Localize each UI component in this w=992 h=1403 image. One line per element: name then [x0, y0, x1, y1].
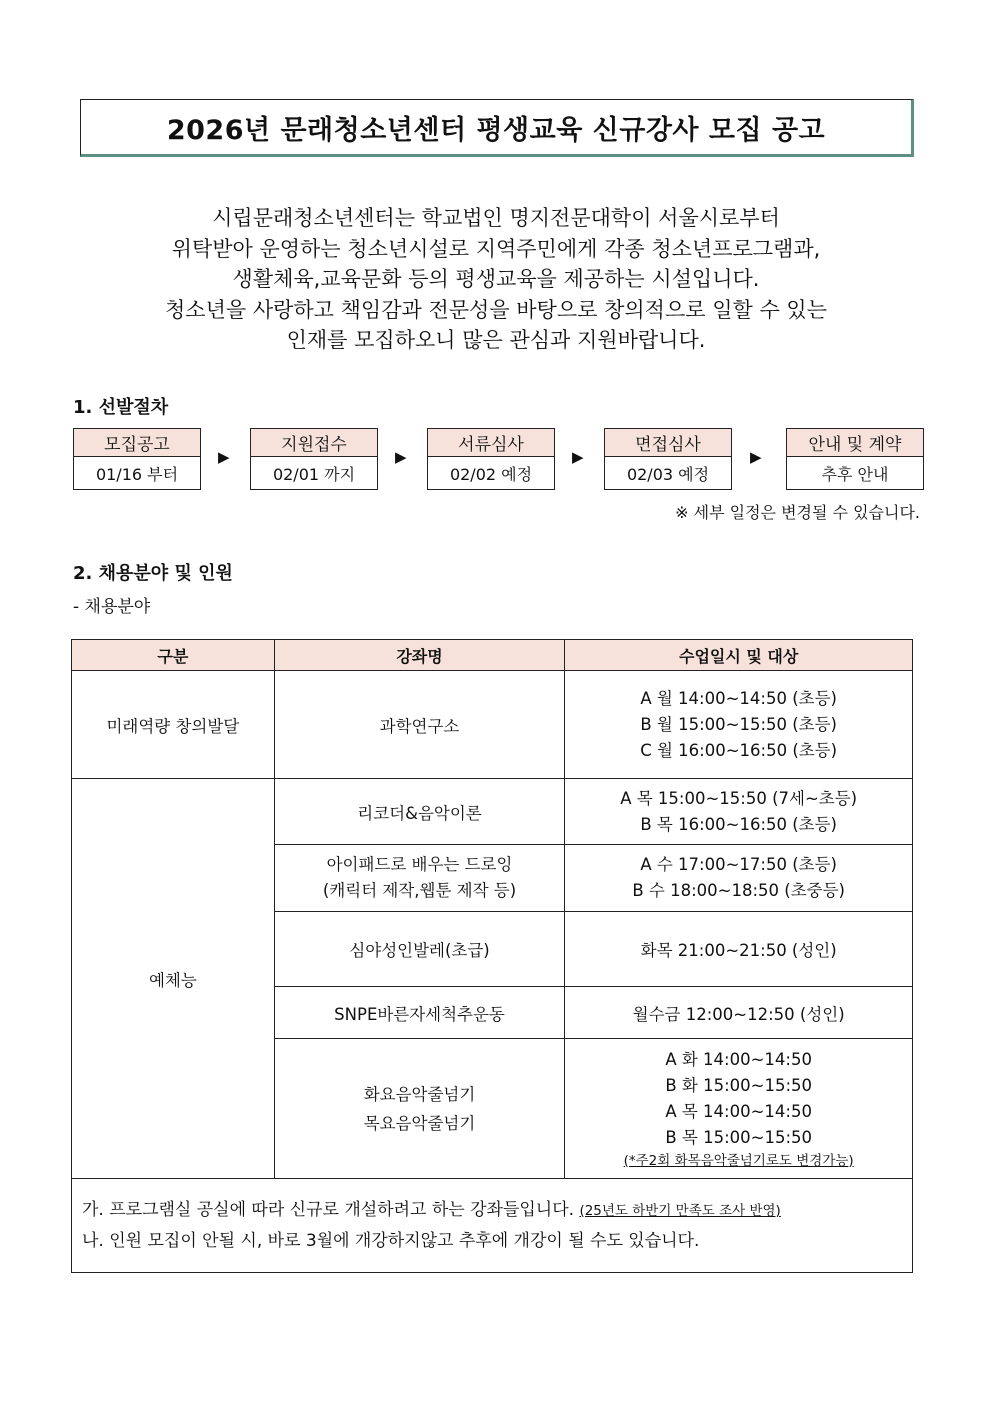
table-row — [72, 779, 913, 845]
schedule-line: B 목 16:00~16:50 (초등) — [640, 814, 837, 834]
schedule-note: ※ 세부 일정은 변경될 수 있습니다. — [675, 503, 920, 522]
footnote-line — [82, 1195, 902, 1226]
intro-paragraph — [60, 203, 932, 356]
schedule-cell: 화목 21:00~21:50 (성인) — [565, 912, 913, 987]
section2-heading: 2. 채용분야 및 인원 — [73, 563, 233, 584]
category-cell: 예체능 — [72, 779, 275, 1179]
header-schedule: 수업일시 및 대상 — [565, 640, 913, 671]
schedule-cell — [565, 845, 913, 912]
course-cell: 리코더&음악이론 — [274, 779, 565, 845]
step-title: 서류심사 — [428, 429, 554, 457]
category-cell: 미래역량 창의발달 — [72, 671, 275, 779]
step-title: 안내 및 계약 — [787, 429, 923, 457]
step-title: 모집공고 — [74, 429, 200, 457]
schedule-line: A 목 15:00~15:50 (7세~초등) — [620, 788, 858, 808]
arrow-right-icon: ▶ — [572, 448, 584, 466]
arrow-right-icon: ▶ — [750, 448, 762, 466]
step-date: 추후 안내 — [821, 464, 889, 484]
schedule-cell: 월수금 12:00~12:50 (성인) — [565, 987, 913, 1039]
page-title — [80, 99, 914, 157]
schedule-line: A 수 17:00~17:50 (초등) — [640, 855, 837, 874]
step-date: 02/02 예정 — [449, 464, 533, 484]
step-box — [786, 428, 924, 490]
intro-line: 시립문래청소년센터는 학교법인 명지전문대학이 서울시로부터 — [212, 206, 780, 230]
schedule-line: B 목 15:00~15:50 — [665, 1127, 813, 1147]
intro-line: 생활체육,교육문화 등의 평생교육을 제공하는 시설입니다. — [232, 267, 760, 291]
intro-line: 인재를 모집하오니 많은 관심과 지원바랍니다. — [286, 328, 706, 352]
table-notes-row — [72, 1179, 913, 1273]
course-cell — [274, 845, 565, 912]
step-date: 02/03 예정 — [626, 464, 710, 484]
intro-line: 위탁받아 운영하는 청소년시설로 지역주민에게 각종 청소년프로그램과, — [171, 236, 821, 261]
intro-line: 청소년을 사랑하고 책임감과 전문성을 바탕으로 창의적으로 일할 수 있는 — [165, 297, 827, 322]
step-title: 지원접수 — [251, 429, 377, 457]
arrow-right-icon: ▶ — [395, 448, 407, 466]
table-header-row — [72, 640, 913, 671]
course-line: 목요음악줄넘기 — [363, 1113, 476, 1133]
course-line: (캐릭터 제작,웹툰 제작 등) — [322, 881, 517, 900]
table-row — [72, 671, 913, 779]
schedule-cell — [565, 671, 913, 779]
step-box — [604, 428, 732, 490]
recruitment-table — [71, 639, 913, 1273]
notes-cell — [72, 1179, 913, 1273]
header-course: 강좌명 — [274, 640, 565, 671]
step-box — [73, 428, 201, 490]
page-title-text: 2026년 문래청소년센터 평생교육 신규강사 모집 공고 — [166, 114, 826, 146]
schedule-cell — [565, 779, 913, 845]
step-box — [427, 428, 555, 490]
arrow-right-icon: ▶ — [218, 448, 230, 466]
course-cell: 심야성인발레(초급) — [274, 912, 565, 987]
section2-subheading: - 채용분야 — [73, 597, 151, 617]
course-cell — [274, 1039, 565, 1179]
footnote-text: 가. 프로그램실 공실에 따라 신규로 개설하려고 하는 강좌들입니다. — [82, 1200, 575, 1220]
schedule-line: B 수 18:00~18:50 (초중등) — [632, 881, 845, 900]
footnote-line: 나. 인원 모집이 안될 시, 바로 3월에 개강하지않고 추후에 개강이 될 수도 있습니다. — [82, 1231, 700, 1251]
step-box — [250, 428, 378, 490]
course-line: 아이패드로 배우는 드로잉 — [326, 855, 513, 874]
course-line: 화요음악줄넘기 — [363, 1084, 476, 1104]
header-category: 구분 — [72, 640, 275, 671]
footnote-extra: (25년도 하반기 만족도 조사 반영) — [579, 1203, 781, 1219]
schedule-line: A 월 14:00~14:50 (초등) — [640, 688, 837, 708]
schedule-line: A 목 14:00~14:50 — [665, 1101, 812, 1121]
course-cell: SNPE바른자세척추운동 — [274, 987, 565, 1039]
step-date: 02/01 까지 — [272, 464, 356, 484]
schedule-line: A 화 14:00~14:50 — [665, 1049, 812, 1069]
schedule-cell — [565, 1039, 913, 1179]
schedule-line: B 화 15:00~15:50 — [665, 1075, 813, 1095]
schedule-line: C 월 16:00~16:50 (초등) — [640, 740, 838, 760]
section1-heading: 1. 선발절차 — [73, 397, 169, 418]
schedule-note: (*주2회 화목음악줄넘기로도 변경가능) — [623, 1152, 854, 1169]
step-date: 01/16 부터 — [95, 464, 179, 484]
schedule-line: B 월 15:00~15:50 (초등) — [640, 714, 837, 734]
course-cell: 과학연구소 — [274, 671, 565, 779]
step-title: 면접심사 — [605, 429, 731, 457]
